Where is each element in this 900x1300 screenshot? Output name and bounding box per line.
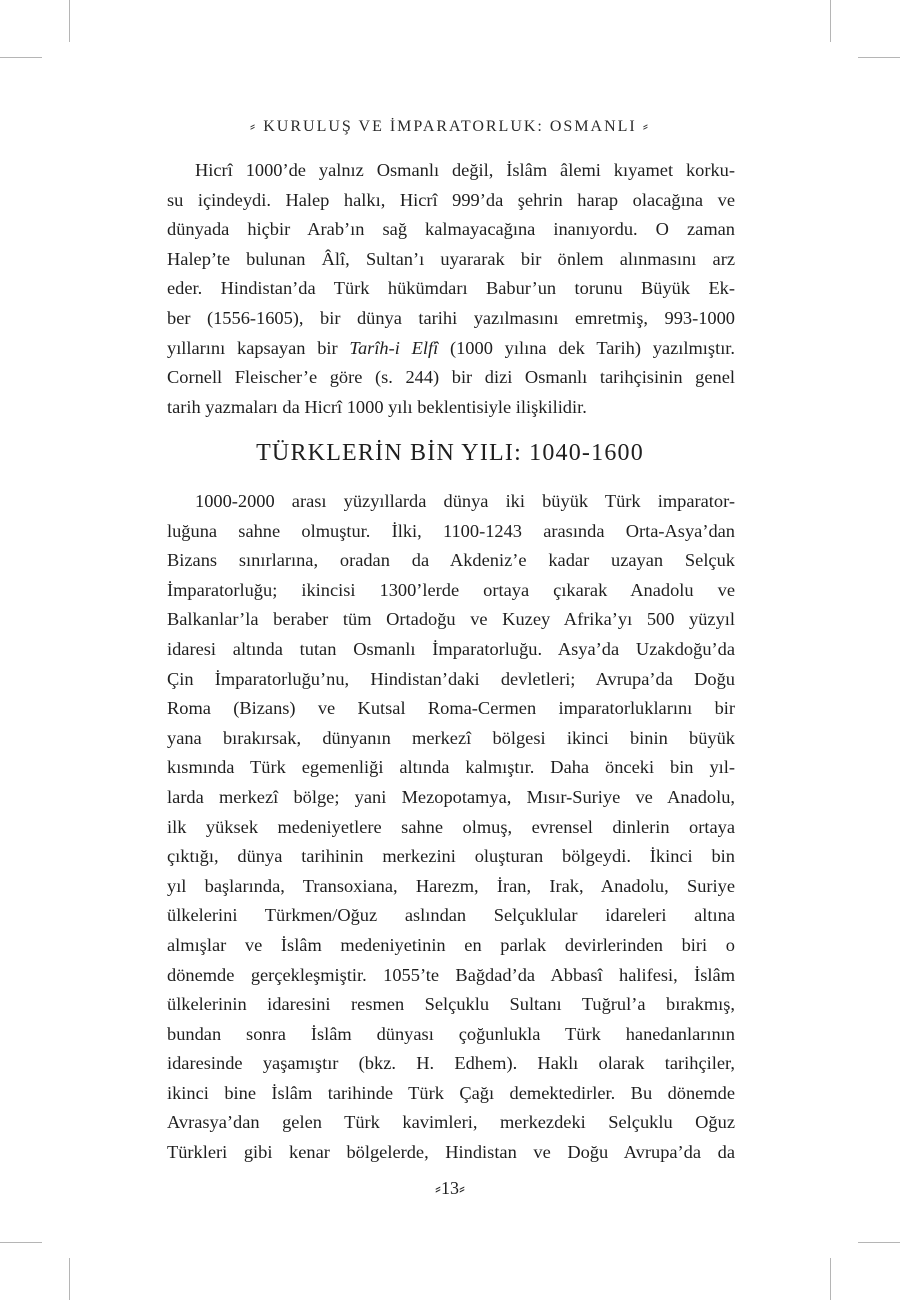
crop-mark-top-right-vertical xyxy=(830,0,831,42)
text-line: ülkelerini Türkmen/Oğuz aslından Selçuklular idareleri altına xyxy=(167,905,735,926)
text-line: çıktığı, dünya tarihinin merkezini oluşturan bölgeydi. İkinci bin xyxy=(167,846,735,867)
text-line: ikinci bine İslâm tarihinde Türk Çağı demektedirler. Bu dönemde xyxy=(167,1082,735,1103)
text-line: ilk yüksek medeniyetlere sahne olmuş, evrensel dinlerin ortaya xyxy=(167,816,735,837)
body-paragraph xyxy=(167,487,735,1168)
text-line: Çin İmparatorluğu’nu, Hindistan’daki devletleri; Avrupa’da Doğu xyxy=(167,668,735,689)
text-line: idaresinde yaşamıştır (bkz. H. Edhem). Haklı olarak tarihçiler, xyxy=(167,1053,735,1074)
text-line: yıl başlarında, Transoxiana, Harezm, İran, Irak, Anadolu, Suriye xyxy=(167,875,735,896)
text-line: İmparatorluğu; ikincisi 1300’lerde ortaya çıkarak Anadolu ve xyxy=(167,579,735,600)
book-title-tarih-i-elfi: Tarîh-i Elfî xyxy=(349,337,439,358)
crop-mark-bottom-left-horizontal xyxy=(0,1242,42,1243)
text-line: tarih yazmaları da Hicrî 1000 yılı beklentisiyle ilişkilidir. xyxy=(167,396,587,417)
text-line: almışlar ve İslâm medeniyetinin en parlak devirlerinden biri o xyxy=(167,934,735,955)
crop-mark-top-left-horizontal xyxy=(0,57,42,58)
text-line: kısmında Türk egemenliği altında kalmıştır. Daha önceki bin yıl- xyxy=(167,757,735,778)
crop-mark-bottom-right-horizontal xyxy=(858,1242,900,1243)
section-heading: TÜRKLERİN BİN YILI: 1040-1600 xyxy=(256,440,644,466)
text-run: (1000 yılına dek Tarih) yazılmıştır. xyxy=(438,337,736,358)
text-line: Bizans sınırlarına, oradan da Akdeniz’e kadar uzayan Selçuk xyxy=(167,550,735,571)
text-line: dönemde gerçekleşmiştir. 1055’te Bağdad’da Abbasî halifesi, İslâm xyxy=(167,964,735,985)
text-line: bundan sonra İslâm dünyası çoğunlukla Türk hanedanlarının xyxy=(167,1023,735,1044)
text-line: Halep’te bulunan Âlî, Sultan’ı uyararak bir önlem alınmasını arz xyxy=(167,248,735,269)
text-line xyxy=(167,334,735,364)
crop-mark-bottom-left-vertical xyxy=(69,1258,70,1300)
text-line: Hicrî 1000’de yalnız Osmanlı değil, İslâm âlemi kıyamet korku- xyxy=(195,160,735,180)
crop-mark-top-right-horizontal xyxy=(858,57,900,58)
text-line: luğuna sahne olmuştur. İlki, 1100-1243 arasında Orta-Asya’dan xyxy=(167,520,735,541)
text-run: yıllarını kapsayan bir xyxy=(167,337,350,358)
text-line: Cornell Fleischer’e göre (s. 244) bir dizi Osmanlı tarihçisinin genel xyxy=(167,367,735,388)
text-line: Balkanlar’la beraber tüm Ortadoğu ve Kuzey Afrika’yı 500 yüzyıl xyxy=(167,609,735,630)
text-line: ber (1556-1605), bir dünya tarihi yazılmasını emretmiş, 993-1000 xyxy=(167,307,735,328)
text-line: larda merkezî bölge; yani Mezopotamya, Mısır-Suriye ve Anadolu, xyxy=(167,786,735,807)
text-line: Avrasya’dan gelen Türk kavimleri, merkezdeki Selçuklu Oğuz xyxy=(167,1112,735,1133)
crop-mark-bottom-right-vertical xyxy=(830,1258,831,1300)
intro-paragraph xyxy=(167,156,735,422)
crop-mark-top-left-vertical xyxy=(69,0,70,42)
text-line: yana bırakırsak, dünyanın merkezî bölgesi ikinci binin büyük xyxy=(167,727,735,748)
text-line: Türkleri gibi kenar bölgelerde, Hindistan ve Doğu Avrupa’da da xyxy=(167,1142,735,1163)
text-line: su içindeydi. Halep halkı, Hicrî 999’da şehrin harap olacağına ve xyxy=(167,189,735,210)
text-line: 1000-2000 arası yüzyıllarda dünya iki büyük Türk imparator- xyxy=(195,491,735,511)
text-line: eder. Hindistan’da Türk hükümdarı Babur’un torunu Büyük Ek- xyxy=(167,278,735,299)
text-line: idaresi altında tutan Osmanlı İmparatorluğu. Asya’da Uzakdoğu’da xyxy=(167,638,735,659)
page-number: ⸗13⸗ xyxy=(435,1178,465,1198)
text-line: ülkelerinin idaresini resmen Selçuklu Sultanı Tuğrul’a bırakmış, xyxy=(167,994,735,1015)
running-header: ⸗ KURULUŞ VE İMPARATORLUK: OSMANLI ⸗ xyxy=(249,118,651,135)
text-line: dünyada hiçbir Arab’ın sağ kalmayacağına inanıyordu. O zaman xyxy=(167,219,735,240)
text-line: Roma (Bizans) ve Kutsal Roma-Cermen imparatorluklarını bir xyxy=(167,698,735,719)
